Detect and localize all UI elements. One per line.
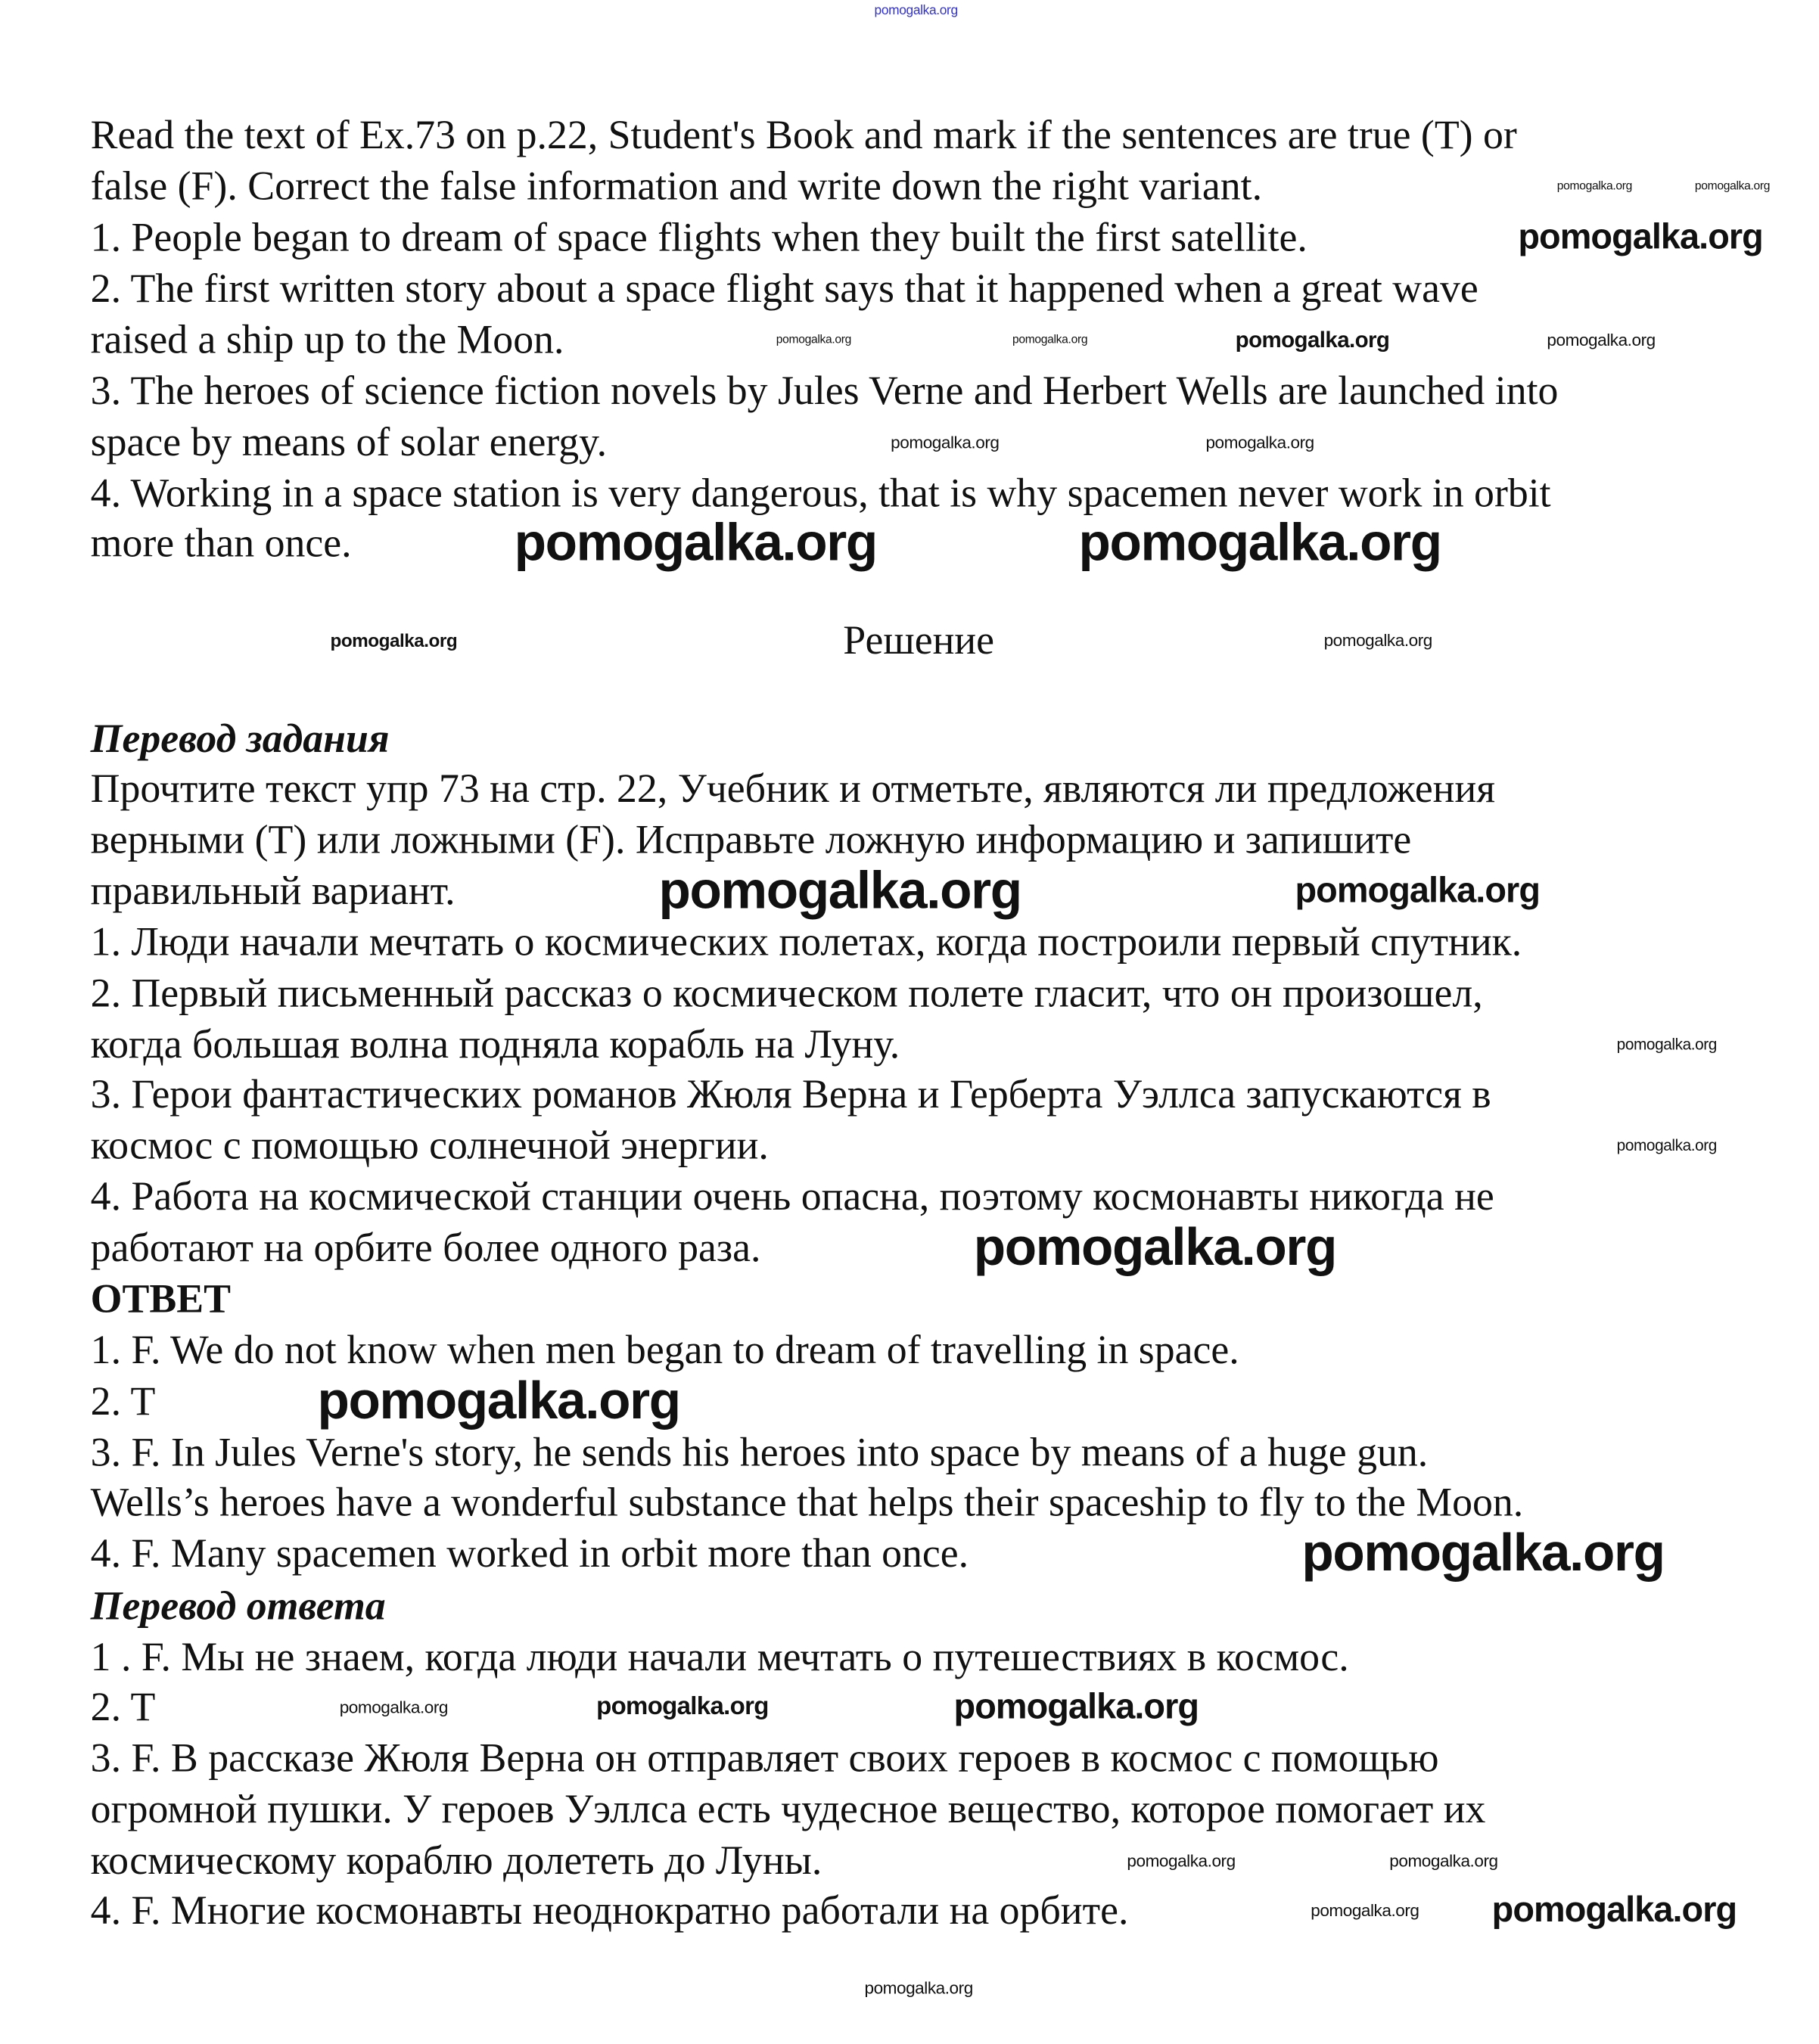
text-line: 4. F. Многие космонавты неоднократно работали на орбите. [90,1887,1129,1933]
text-line: верными (T) или ложными (F). Исправьте ложную информацию и запишите [90,815,1412,862]
text-line: raised a ship up to the Moon. [90,316,564,362]
watermark: pomogalka.org [1311,1900,1419,1921]
watermark: pomogalka.org [1491,1890,1737,1930]
section-heading: Перевод ответа [90,1582,386,1629]
watermark: pomogalka.org [1012,332,1088,346]
text-line: 2. T [90,1683,156,1730]
text-line: Read the text of Ex.73 on p.22, Student's Book and mark if the sentences are true (T) or [90,111,1517,158]
text-line: Прочтите текст упр 73 на стр. 22, Учебник и отметьте, являются ли предложения [90,765,1495,811]
watermark: pomogalka.org [1389,1850,1498,1871]
text-line: space by means of solar energy. [90,418,608,465]
section-heading: Перевод задания [90,715,390,762]
watermark: pomogalka.org [1518,217,1763,257]
watermark: pomogalka.org [1301,1524,1665,1583]
top-watermark: pomogalka.org [874,4,958,19]
watermark: pomogalka.org [1547,330,1656,350]
watermark: pomogalka.org [1556,179,1633,193]
watermark: pomogalka.org [1205,432,1314,452]
text-line: 4. Работа на космической станции очень опасна, поэтому космонавты никогда не [90,1173,1494,1219]
watermark: pomogalka.org [317,1372,680,1430]
text-line: правильный вариант. [90,867,456,914]
text-line: 1 . F. Мы не знаем, когда люди начали мечтать о путешествиях в космос. [90,1633,1349,1680]
watermark: pomogalka.org [776,332,851,346]
text-line: 2. Первый письменный рассказ о космическом полете гласит, что он произошел, [90,969,1483,1016]
watermark: pomogalka.org [973,1219,1336,1277]
section-heading: Решение [843,617,995,663]
text-line: false (F). Correct the false information and write down the right variant. [90,163,1263,209]
watermark: pomogalka.org [1323,630,1432,651]
watermark: pomogalka.org [1616,1035,1717,1054]
text-line: more than once. [90,519,352,566]
watermark: pomogalka.org [339,1697,449,1717]
text-line: 3. F. In Jules Verne's story, he sends his heroes into space by means of a huge gun. [90,1428,1429,1475]
watermark: pomogalka.org [596,1693,769,1721]
text-line: работают на орбите более одного раза. [90,1224,761,1270]
watermark: pomogalka.org [1616,1136,1717,1155]
text-line: 3. Герои фантастических романов Жюля Верна и Герберта Уэллса запускаются в [90,1070,1491,1117]
text-line: 1. Люди начали мечтать о космических полетах, когда построили первый спутник. [90,918,1522,965]
watermark: pomogalka.org [1295,870,1541,910]
text-line: Wells’s heroes have a wonderful substance that helps their spaceship to fly to the Moon. [90,1478,1524,1525]
watermark: pomogalka.org [1235,327,1390,353]
watermark: pomogalka.org [1078,514,1441,573]
watermark: pomogalka.org [864,1977,973,1998]
watermark: pomogalka.org [1127,1850,1236,1871]
watermark: pomogalka.org [658,862,1021,920]
text-line: 4. F. Many spacemen worked in orbit more than once. [90,1530,969,1576]
watermark: pomogalka.org [953,1686,1199,1726]
section-heading: ОТВЕТ [90,1275,231,1322]
text-line: 2. T [90,1378,156,1424]
watermark: pomogalka.org [891,432,1000,452]
text-line: 4. Working in a space station is very dangerous, that is why spacemen never work in orbit [90,469,1551,516]
text-line: 1. F. We do not know when men began to dream of travelling in space. [90,1326,1239,1373]
text-line: 2. The first written story about a space flight says that it happened when a great wave [90,265,1479,312]
text-line: космическому кораблю долететь до Луны. [90,1837,822,1884]
text-line: огромной пушки. У героев Уэллса есть чудесное вещество, которое помогает их [90,1785,1486,1832]
watermark: pomogalka.org [1694,179,1771,193]
text-line: когда большая волна подняла корабль на Луну. [90,1020,900,1067]
text-line: космос с помощью солнечной энергии. [90,1121,769,1168]
watermark: pomogalka.org [514,514,877,573]
text-line: 3. F. В рассказе Жюля Верна он отправляет своих героев в космос с помощью [90,1735,1439,1781]
text-line: 3. The heroes of science fiction novels by Jules Verne and Herbert Wells are launched into [90,367,1559,414]
watermark: pomogalka.org [330,629,458,651]
text-line: 1. People began to dream of space flights when they built the first satellite. [90,213,1308,260]
